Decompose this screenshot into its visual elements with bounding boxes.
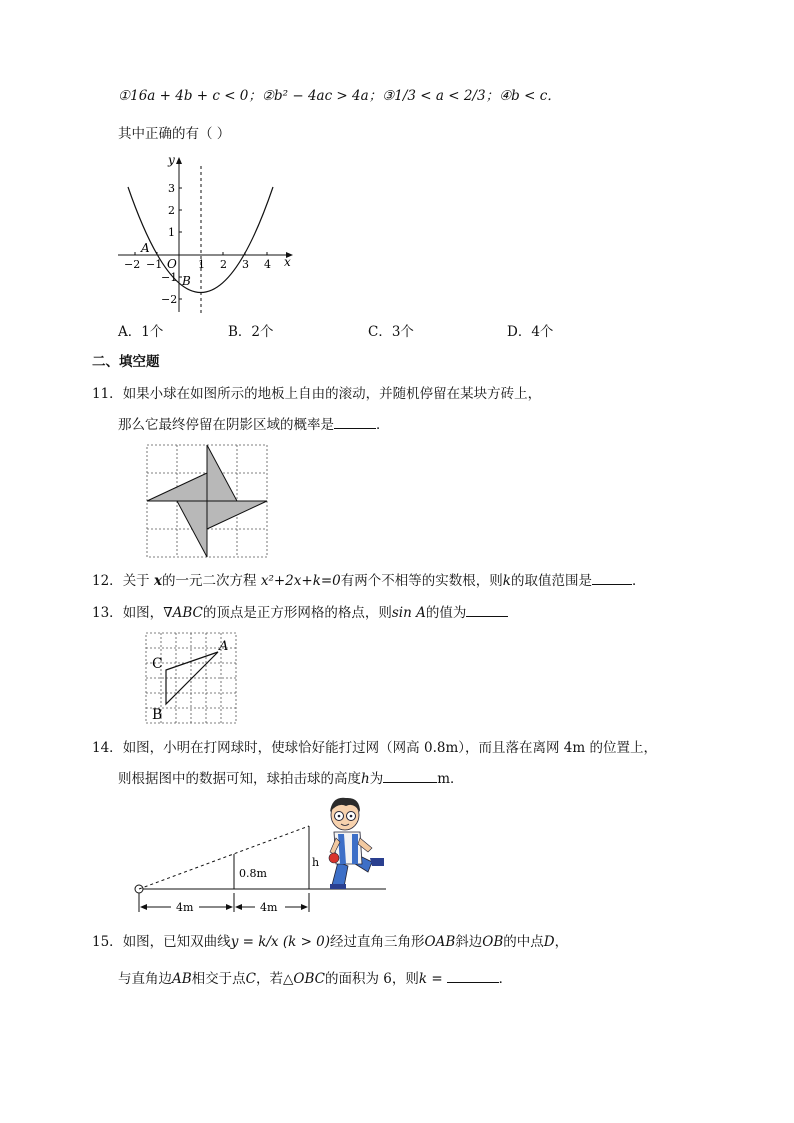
q10-parabola-graph xyxy=(110,150,310,320)
q14-text: m． xyxy=(437,771,464,787)
answer-blank[interactable] xyxy=(447,968,499,983)
q12-var: x xyxy=(153,573,163,589)
q15-text: 斜边 xyxy=(455,934,483,950)
q12-text: 关于 xyxy=(122,573,154,589)
y-axis-label: y xyxy=(168,153,175,167)
q10-option-b: B．2个 xyxy=(228,324,274,340)
q11-end: ． xyxy=(376,417,390,433)
distance-label: 4m xyxy=(176,901,194,914)
q15-var: k = xyxy=(418,971,443,987)
q15-text: 经过直角三角形 xyxy=(330,934,425,950)
y-tick-label: 2 xyxy=(168,204,175,217)
boy-illustration xyxy=(329,798,384,889)
origin-label: O xyxy=(167,257,177,271)
question-number: 13． xyxy=(92,605,123,621)
q15-text: 如图，已知双曲线 xyxy=(122,934,231,950)
q11-tile-figure xyxy=(146,444,270,558)
q15-var: OB xyxy=(482,934,504,950)
q14-line2 xyxy=(118,768,464,789)
q12-end: ． xyxy=(631,573,646,589)
question-number: 14． xyxy=(92,740,123,756)
point-b-label: B xyxy=(182,274,191,288)
q10-prompt: 其中正确的有（ ） xyxy=(118,126,231,142)
q13-text: 的值为 xyxy=(425,605,467,621)
q15-text: 的中点 xyxy=(503,934,544,950)
x-tick-label: −1 xyxy=(146,258,163,271)
vertex-c-label: C xyxy=(152,656,163,672)
answer-blank[interactable] xyxy=(383,768,437,783)
q13-sin: sin A xyxy=(391,605,426,621)
question-number: 11． xyxy=(92,386,123,402)
q13-line xyxy=(92,602,508,623)
q13-text: 如图， xyxy=(122,605,164,621)
q15-var: C xyxy=(245,971,257,987)
q15-text: ， xyxy=(554,934,569,950)
q15-function: y = k/x (k > 0) xyxy=(230,934,331,950)
net-label: 0.8m xyxy=(239,867,267,880)
q15-var: OAB xyxy=(424,934,456,950)
q10-conditions: ①16a + 4b + c < 0；②b² − 4ac > 4a；③1/3 < a < 2/3；④b < c． xyxy=(118,88,561,104)
q14-var: h xyxy=(361,771,370,787)
q10-option-c: C．3个 xyxy=(368,324,414,340)
q10-option-d: D．4个 xyxy=(507,324,554,340)
x-tick-label: 1 xyxy=(198,258,205,271)
question-number: 12． xyxy=(92,573,123,589)
q15-text: ，若△ xyxy=(256,971,294,987)
q15-line1 xyxy=(92,930,568,954)
q15-text: 相交于点 xyxy=(191,971,246,987)
answer-blank[interactable] xyxy=(334,414,376,429)
q14-text: 如图，小明在打网球时，使球恰好能打过网（网高 0.8m），而且落在离网 4m 的位置上， xyxy=(122,740,657,756)
x-tick-label: 3 xyxy=(242,258,249,271)
q14-tennis-figure xyxy=(130,794,390,920)
q15-end: ． xyxy=(498,971,513,987)
distance-label: 4m xyxy=(260,901,278,914)
q15-var: OBC xyxy=(293,971,325,987)
q11-line2 xyxy=(118,414,390,435)
vertex-b-label: B xyxy=(152,707,163,723)
q15-text: 的面积为 6，则 xyxy=(324,971,419,987)
q12-line xyxy=(92,570,645,591)
q13-grid-figure xyxy=(145,632,237,724)
q12-text: 的取值范围是 xyxy=(510,573,592,589)
q12-text: 的一元二次方程 xyxy=(162,573,261,589)
x-axis-label: x xyxy=(284,255,291,269)
h-label: h xyxy=(312,856,320,869)
q15-var: AB xyxy=(172,971,192,987)
y-tick-label: 1 xyxy=(168,226,175,239)
q14-text: 则根据图中的数据可知，球拍击球的高度 xyxy=(118,771,361,787)
point-a-label: A xyxy=(141,241,150,255)
q12-var: k xyxy=(502,573,511,589)
q11-text: 那么它最终停留在阴影区域的概率是 xyxy=(118,417,334,433)
q15-line2 xyxy=(118,968,512,989)
vertex-a-label: A xyxy=(219,639,229,654)
q13-triangle: ∇ABC xyxy=(163,605,203,621)
q14-line1 xyxy=(92,738,657,758)
x-tick-label: −2 xyxy=(124,258,141,271)
question-number: 15． xyxy=(92,934,123,950)
section-title: 二、填空题 xyxy=(92,354,160,370)
q14-text: 为 xyxy=(369,771,384,787)
q11-text: 如果小球在如图所示的地板上自由的滚动，并随机停留在某块方砖上， xyxy=(122,386,542,402)
y-tick-label: 3 xyxy=(168,182,175,195)
q11-line1 xyxy=(92,384,541,404)
y-tick-label: −1 xyxy=(161,271,178,284)
answer-blank[interactable] xyxy=(466,602,508,617)
q13-text: 的顶点是正方形网格的格点，则 xyxy=(202,605,392,621)
x-tick-label: 2 xyxy=(220,258,227,271)
answer-blank[interactable] xyxy=(592,570,632,585)
q12-equation: x²+2x+k=0 xyxy=(260,573,341,589)
q10-option-a: A．1个 xyxy=(118,324,164,340)
paddle xyxy=(329,853,339,863)
q12-text: 有两个不相等的实数根，则 xyxy=(340,573,503,589)
ball-path xyxy=(139,826,309,889)
q15-text: 与直角边 xyxy=(118,971,172,987)
q15-var: D xyxy=(543,934,555,950)
y-tick-label: −2 xyxy=(161,293,178,306)
x-tick-label: 4 xyxy=(264,258,271,271)
